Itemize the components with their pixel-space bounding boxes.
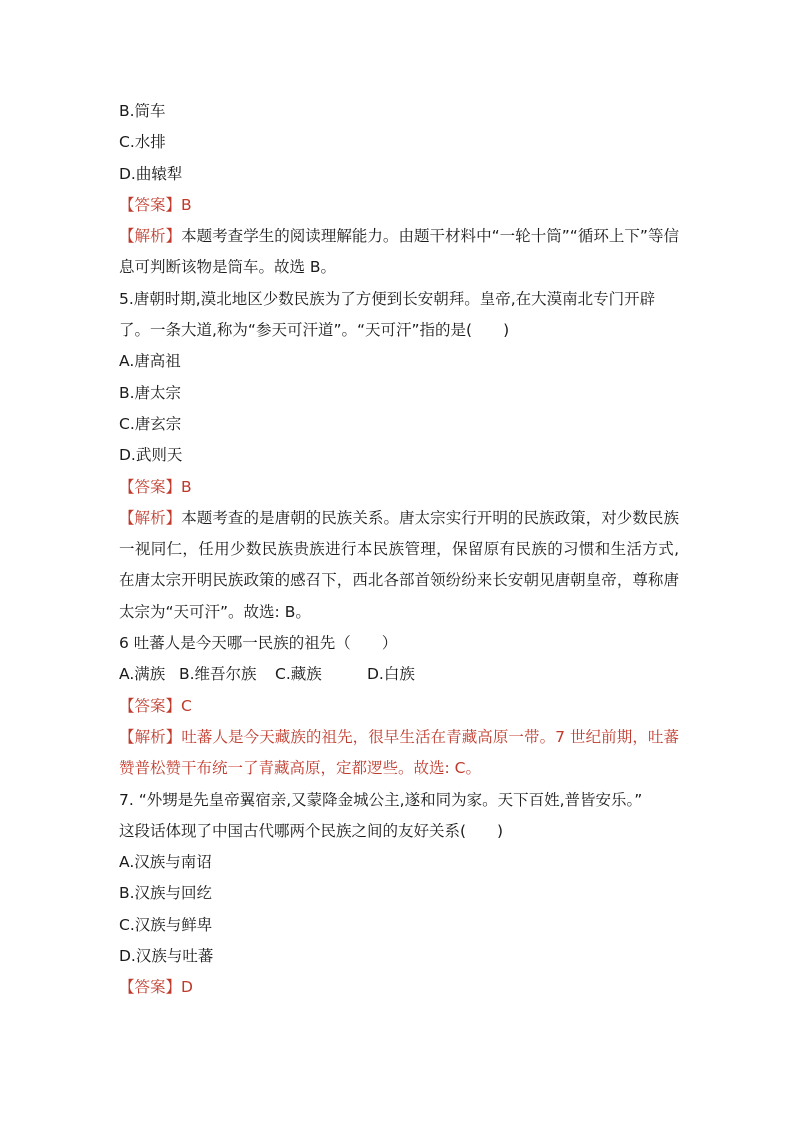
answer-label: 【答案】 [119,978,182,997]
answer-value: B [181,477,192,496]
answer-value: D [181,978,193,997]
q6-analysis [119,722,679,785]
answer-value: C [181,696,192,715]
answer-value: B [181,195,192,214]
analysis-text: 本题考查的是唐朝的民族关系。唐太宗实行开明的民族政策，对少数民族一视同仁，任用少数民族贵族进行本民族管理，保留原有民族的习惯和生活方式,在唐太宗开明民族政策的感召下，西北各部首领纷纷来长安朝见唐朝皇帝，尊称唐太宗为“天可汗”。故选: B。 [119,508,679,621]
q6-option-b: B.维吾尔族 [179,665,257,684]
q4-option-d: D.曲辕犁 [119,164,183,183]
q5-option-a: A.唐高祖 [119,352,181,371]
analysis-label: 【解析】 [119,508,182,527]
analysis-text: 本题考查学生的阅读理解能力。由题干材料中“一轮十筒”“循环上下”等信息可判断该物是筒车。故选 B。 [119,227,679,277]
document-page [119,96,679,1004]
q5-stem-line2: 了。一条大道,称为“参天可汗道”。“天可汗”指的是( ) [119,321,510,340]
q4-option-c: C.水排 [119,133,166,152]
q7-option-c: C.汉族与鲜卑 [119,915,213,934]
q7-option-a: A.汉族与南诏 [119,853,212,872]
q4-answer [119,190,679,221]
q5-option-b: B.唐太宗 [119,383,182,402]
q7-stem-line2: 这段话体现了中国古代哪两个民族之间的友好关系( ) [119,821,504,840]
q6-stem: 6 吐蕃人是今天哪一民族的祖先（ ） [119,634,398,653]
q5-analysis [119,503,679,628]
q5-stem-line1: 5.唐朝时期,漠北地区少数民族为了方便到长安朝拜。皇帝,在大漠南北专门开辟 [119,289,656,308]
q7-stem-line1: 7. “外甥是先皇帝翼宿亲,又蒙降金城公主,遂和同为家。天下百姓,普皆安乐。” [119,790,643,809]
q6-options [119,659,679,690]
analysis-label: 【解析】 [119,727,182,746]
q7-option-d: D.汉族与吐蕃 [119,947,214,966]
q5-option-d: D.武则天 [119,446,183,465]
q6-option-c: C.藏族 [275,665,322,684]
q6-answer [119,691,679,722]
q7-answer [119,972,679,1003]
analysis-label: 【解析】 [119,227,182,246]
answer-label: 【答案】 [119,477,182,496]
answer-label: 【答案】 [119,696,182,715]
analysis-text: 吐蕃人是今天藏族的祖先，很早生活在青藏高原一带。7 世纪前期，吐蕃赞普松赞干布统一了青藏高原，定都逻些。故选: C。 [119,727,679,778]
q6-option-d: D.白族 [367,665,415,684]
q7-option-b: B.汉族与回纥 [119,884,213,903]
q4-option-b: B.筒车 [119,102,166,120]
q4-analysis [119,221,679,284]
q5-option-c: C.唐玄宗 [119,414,182,433]
q6-option-a: A.满族 [119,665,166,684]
answer-label: 【答案】 [119,195,182,214]
q5-answer [119,472,679,503]
